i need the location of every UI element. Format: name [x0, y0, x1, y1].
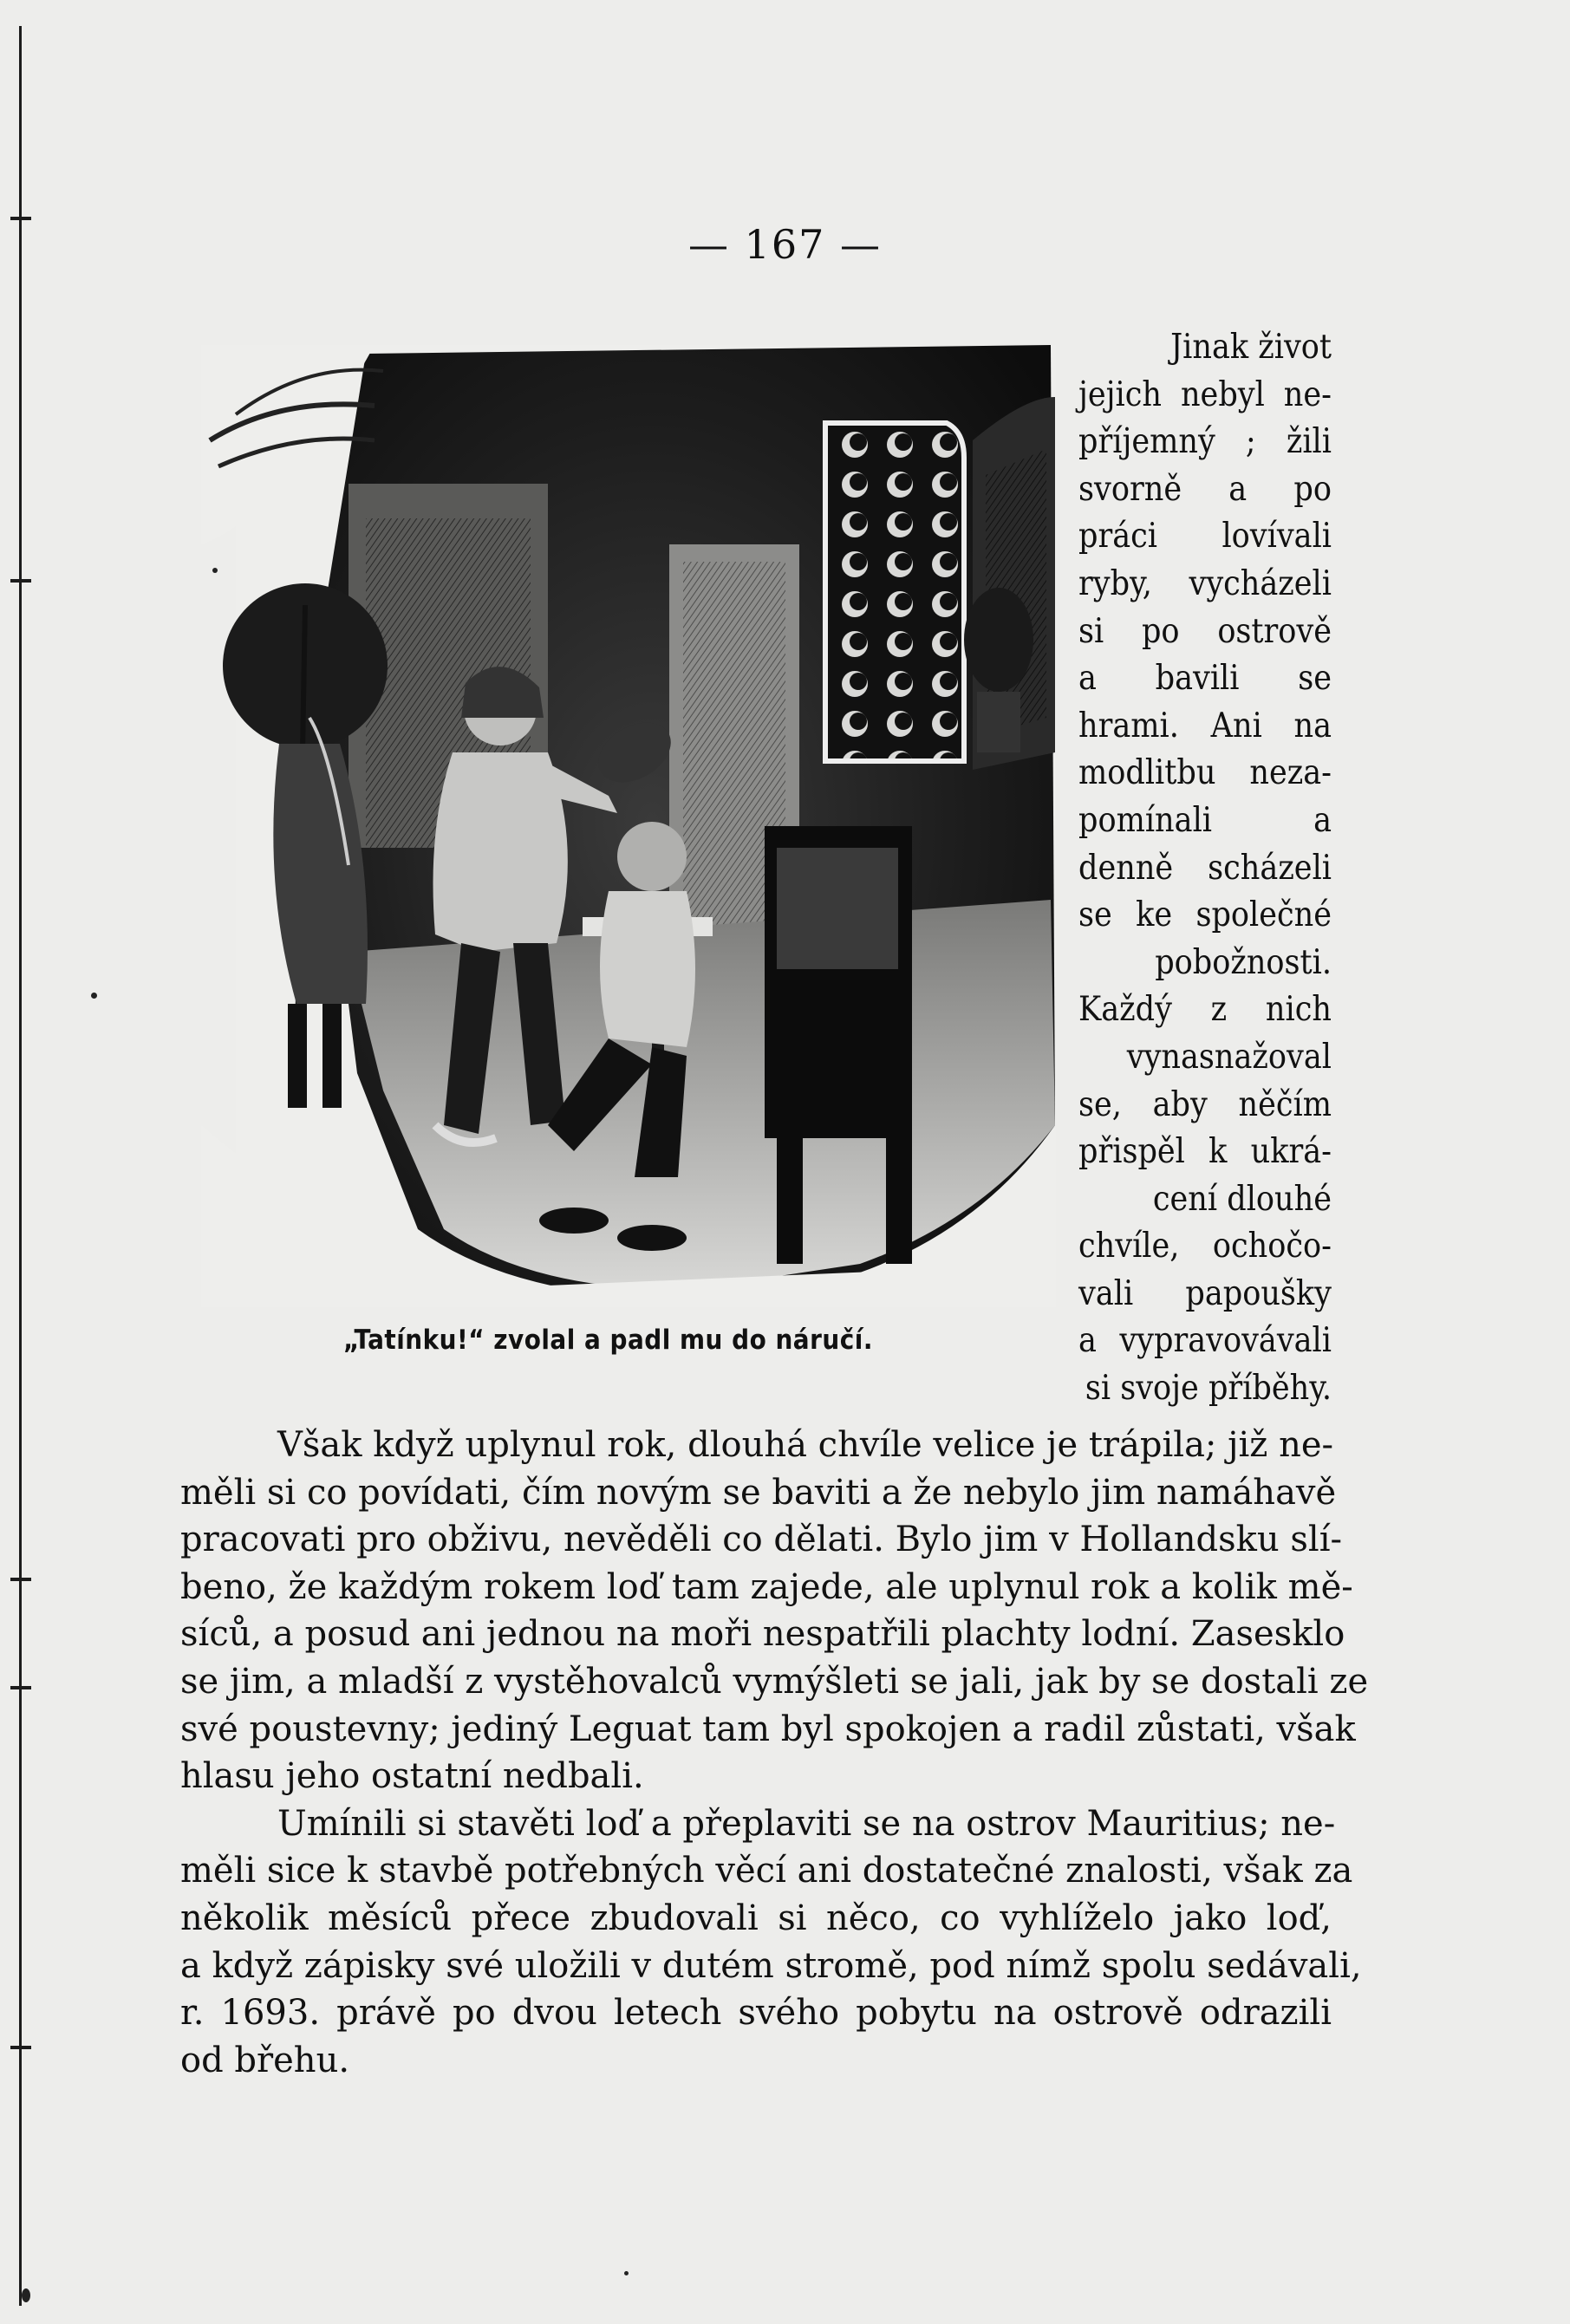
- side-text-line: Jinak život: [1170, 328, 1332, 367]
- body-text-line: od břehu.: [180, 2040, 350, 2080]
- body-text-line: pracovati pro obživu, nevěděli co dělati. Bylo jim v Hollandsku slí-: [180, 1520, 1343, 1560]
- scan-edge-mark: [10, 2046, 31, 2049]
- side-text-line: modlitbu neza-: [1078, 753, 1332, 793]
- side-text-line: denně scházeli: [1078, 848, 1332, 888]
- engraving-image: [201, 345, 1056, 1307]
- scan-edge-mark: [10, 1578, 31, 1581]
- body-text-line: své poustevny; jediný Leguat tam byl spokojen a radil zůstati, však: [180, 1709, 1356, 1749]
- body-text-line: beno, že každým rokem loď tam zajede, ale uplynul rok a kolik mě-: [180, 1566, 1353, 1607]
- scan-speck: [91, 993, 97, 999]
- side-text-line: Každý z nich: [1078, 990, 1332, 1030]
- side-text-line: si po ostrově: [1078, 611, 1332, 651]
- scan-speck: [624, 2271, 629, 2275]
- side-text-line: svorně a po: [1078, 469, 1332, 509]
- engraving-illustration: [201, 345, 1056, 1307]
- body-text-line: se jim, a mladší z vystěhovalců vymýšleti se jali, jak by se dostali ze: [180, 1661, 1369, 1702]
- scan-speck: [22, 2288, 30, 2302]
- side-text-line: cení dlouhé: [1152, 1179, 1332, 1219]
- side-text-line: hrami. Ani na: [1078, 706, 1332, 745]
- body-text-line: měli si co povídati, čím novým se baviti a že nebylo jim namáhavě: [180, 1472, 1337, 1513]
- body-text-line: měli sice k stavbě potřebných věcí ani dostatečné znalosti, však za: [180, 1851, 1353, 1891]
- side-text-line: se, aby něčím: [1078, 1084, 1332, 1124]
- side-text-line: jejich nebyl ne-: [1078, 374, 1332, 414]
- side-text-line: pomínali a: [1078, 800, 1332, 840]
- scan-edge-mark: [10, 1686, 31, 1689]
- side-text-line: vynasnažoval: [1126, 1037, 1332, 1077]
- side-text-column: [1078, 324, 1332, 1413]
- body-text-line: hlasu jeho ostatní nedbali.: [180, 1756, 644, 1797]
- side-text-line: a vypravovávali: [1078, 1321, 1332, 1361]
- side-text-line: chvíle, ochočo-: [1078, 1227, 1332, 1266]
- scan-edge-line: [19, 26, 22, 2306]
- scan-speck: [212, 568, 218, 573]
- body-text: [180, 1422, 1369, 2084]
- side-text-line: si svoje příběhy.: [1085, 1369, 1332, 1409]
- side-text-line: přispěl k ukrá-: [1078, 1132, 1332, 1172]
- page-number: — 167 —: [687, 221, 883, 268]
- side-text-line: a bavili se: [1078, 659, 1332, 699]
- body-text-line: Však když uplynul rok, dlouhá chvíle velice je trápila; již ne-: [277, 1425, 1334, 1465]
- body-text-line: síců, a posud ani jednou na moři nespatřili plachty lodní. Zasesklo: [180, 1614, 1345, 1655]
- side-text-line: pobožnosti.: [1155, 942, 1332, 982]
- scan-edge-mark: [10, 217, 31, 220]
- side-text-line: ryby, vycházeli: [1078, 563, 1332, 603]
- side-text-line: práci lovívali: [1078, 517, 1332, 557]
- side-text-line: se ke společné: [1078, 895, 1332, 935]
- side-text-line: příjemný ; žili: [1078, 422, 1332, 462]
- body-text-line: a když zápisky své uložili v dutém stromě, pod nímž spolu sedávali,: [180, 1945, 1362, 1986]
- side-text-line: vali papoušky: [1078, 1273, 1332, 1313]
- illustration-caption: „Tatínku!“ zvolal a padl mu do náručí.: [343, 1325, 873, 1356]
- body-text-line: několik měsíců přece zbudovali si něco, co vyhlíželo jako loď,: [180, 1898, 1332, 1938]
- body-text-line: r. 1693. právě po dvou letech svého pobytu na ostrově odrazili: [180, 1993, 1332, 2034]
- scan-edge-mark: [10, 579, 31, 583]
- body-text-line: Umínili si stavěti loď a přeplaviti se na ostrov Mauritius; ne-: [277, 1803, 1336, 1844]
